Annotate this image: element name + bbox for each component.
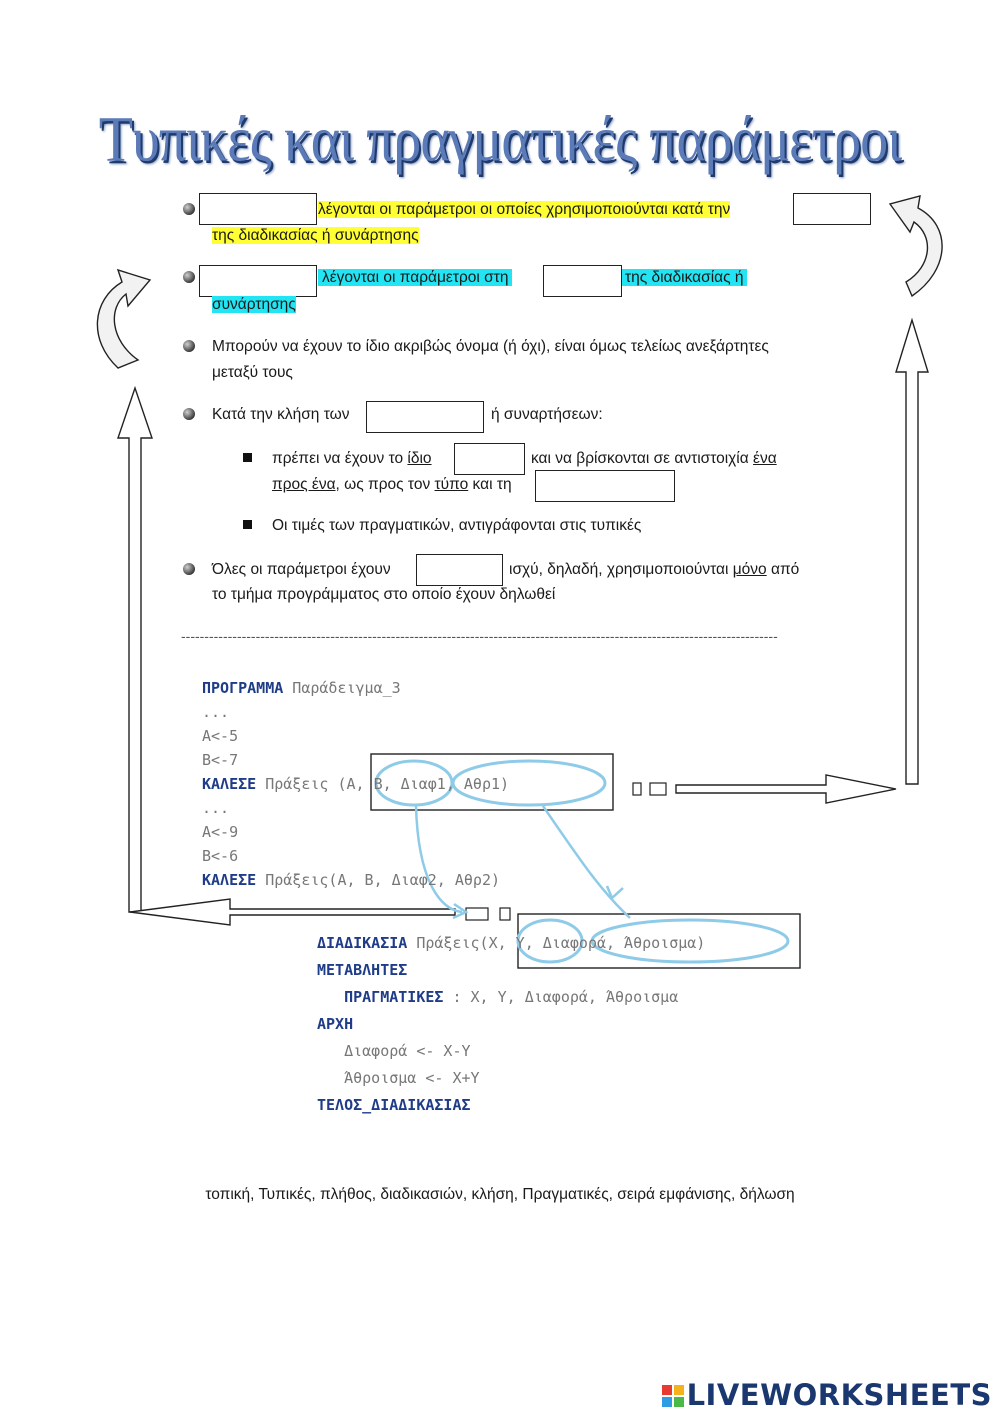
b2-text-a: λέγονται οι παράμετροι στη: [318, 269, 512, 286]
right-curved-arrow-icon: [890, 196, 942, 296]
b1-text-a: λέγονται οι παράμετροι οι οποίες χρησιμοποιούνται κατά την: [318, 201, 731, 218]
b4-text-a: Κατά την κλήση των: [212, 406, 350, 423]
b2-text-c: συνάρτησης: [212, 296, 296, 313]
b5-c: μόνο: [732, 561, 767, 578]
logo-icon: [662, 1385, 684, 1407]
word-bank: τοπική, Τυπικές, πλήθος, διαδικασιών, κλήση, Πραγματικές, σειρά εμφάνισης, δήλωση: [205, 1186, 795, 1203]
sub1-f: , ως προς τον: [335, 476, 431, 493]
b5-a: Όλες οι παράμετροι έχουν: [212, 561, 391, 578]
sub1-c: και να βρίσκονται σε αντιστοιχία: [531, 450, 749, 467]
right-pointing-arrow-icon: [676, 775, 896, 803]
kw-program: ΠΡΟΓΡΑΜΜΑ: [202, 679, 284, 697]
bullet-icon: [183, 563, 195, 575]
b1-text-b: της διαδικασίας ή συνάρτησης: [212, 227, 419, 244]
program-name: Παράδειγμα_3: [283, 679, 401, 697]
dashed-separator: --------------------------------------------------------------------------------------------------------------------------------: [181, 628, 778, 644]
bullet-icon: [183, 271, 195, 283]
blank-b4[interactable]: [366, 401, 484, 433]
sub1-a: πρέπει να έχουν το: [272, 450, 404, 467]
blank-b1-2[interactable]: [793, 193, 871, 225]
call1: Πράξεις (Α, Β, Διαφ1, Αθρ1): [256, 775, 510, 793]
bullet-icon: [183, 340, 195, 352]
page-title: Τυπικές και πραγματικές παράμετροι: [98, 104, 902, 176]
sub1-b: ίδιο: [407, 450, 432, 467]
call2: Πράξεις(Α, Β, Διαφ2, Αθρ2): [256, 871, 501, 889]
sub1-d: ένα: [753, 450, 777, 467]
blank-sub1-2[interactable]: [535, 470, 675, 502]
blank-sub1-1[interactable]: [454, 443, 525, 475]
sub1-g: τύπο: [434, 476, 469, 493]
b3-text-b: μεταξύ τους: [212, 364, 293, 381]
sub1-h: και τη: [472, 476, 512, 493]
proc-header: Πράξεις(X, Y, Διαφορά, Άθροισμα): [407, 934, 706, 952]
left-pointing-arrow-icon: [130, 899, 455, 925]
program-code: ΠΡΟΓΡΑΜΜΑ Παράδειγμα_3 ... A<-5 B<-7 ΚΑΛΕΣΕ Πράξεις (Α, Β, Διαφ1, Αθρ1) ... A<-9 B<-6 ΚΑΛΕΣΕ Πράξεις(Α, Β, Διαφ2, Αθρ2): [202, 679, 510, 889]
b5-d: από: [770, 561, 800, 578]
b4-text-b: ή συναρτήσεων:: [491, 406, 603, 423]
b2-text-b: της διαδικασίας ή: [622, 269, 747, 286]
b5-e: το τμήμα προγράμματος στο οποίο έχουν δηλωθεί: [212, 586, 556, 603]
square-bullet-icon: [243, 453, 252, 462]
b5-b: ισχύ, δηλαδή, χρησιμοποιούνται: [509, 561, 729, 578]
square-bullet-icon: [243, 520, 252, 529]
right-up-arrow-icon: [896, 320, 928, 784]
sub2-text: Οι τιμές των πραγματικών, αντιγράφονται στις τυπικές: [272, 517, 642, 534]
blank-b1-1[interactable]: [199, 193, 317, 225]
procedure-code: ΔΙΑΔΙΚΑΣΙΑ Πράξεις(X, Y, Διαφορά, Άθροισμα) ΜΕΤΑΒΛΗΤΕΣ ΠΡΑΓΜΑΤΙΚΕΣ : X, Y, Διαφορά, Άθροισμα ΑΡΧΗ Διαφορά <- X-Y Άθροισμα <- X+Y ΤΕΛΟΣ_ΔΙΑΔΙΚΑΣΙΑΣ: [317, 934, 706, 1114]
liveworksheets-logo: LIVEWORKSHEETS: [662, 1378, 992, 1412]
blank-b2-2[interactable]: [543, 265, 622, 297]
bullet-icon: [183, 408, 195, 420]
b3-text-a: Μπορούν να έχουν το ίδιο ακριβώς όνομα (ή όχι), είναι όμως τελείως ανεξάρτητες: [212, 338, 769, 355]
left-curved-arrow-icon: [97, 270, 150, 368]
left-up-arrow-icon: [118, 388, 152, 912]
bullet-icon: [183, 203, 195, 215]
sub1-e: προς ένα: [272, 476, 336, 493]
